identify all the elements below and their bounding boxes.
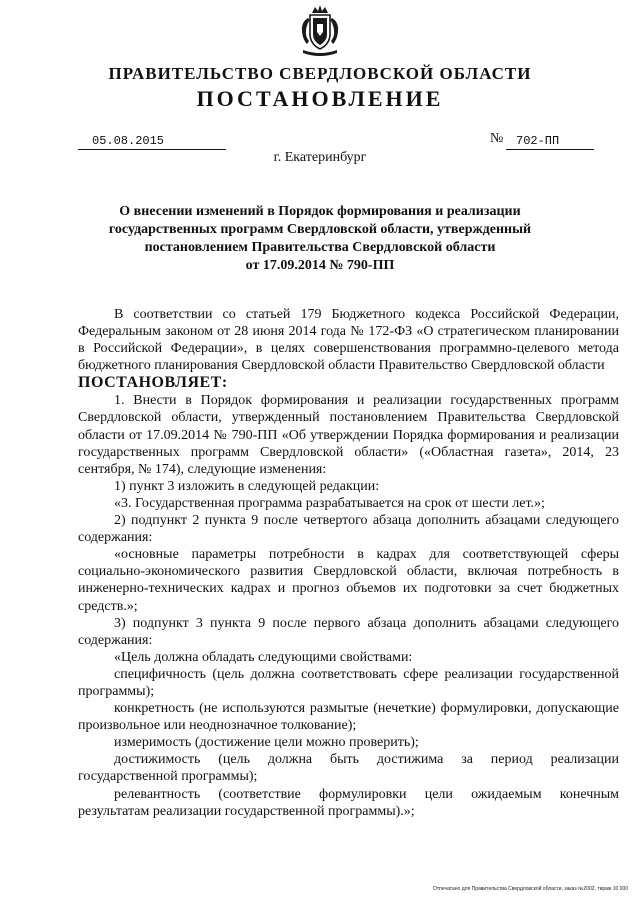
body-paragraph: конкретность (не используются размытые (нечеткие) формулировки, допускающие произвольное или неоднозначное толкование); <box>78 701 619 734</box>
coat-of-arms-emblem <box>297 4 343 58</box>
body-paragraph: 1. Внести в Порядок формирования и реализации государственных программ Свердловской области, утвержденный постановлением Правительства Свердловской области от 17.09.2014 № 790-ПП «Об утверждении Порядка формирования и реализации государственных программ Свердловской области» («Областная газета», 2014, 23 сентября, № 174), следующие изменения: <box>78 393 619 477</box>
document-type: ПОСТАНОВЛЕНИЕ <box>196 86 444 111</box>
print-footer-note: Отпечатано для Правительства Свердловской области, заказ №2002, тираж 10 000 <box>432 886 628 892</box>
body-paragraph: 2) подпункт 2 пункта 9 после четвертого абзаца дополнить абзацами следующего содержания: <box>78 513 619 546</box>
body-paragraph: достижимость (цель должна быть достижима за период реализации государственной программы); <box>78 752 619 785</box>
body-paragraph: измеримость (достижение цели можно проверить); <box>114 735 419 751</box>
subject-line: государственных программ Свердловской области, утвержденный <box>108 222 532 237</box>
resolves-heading: ПОСТАНОВЛЯЕТ: <box>78 374 228 392</box>
number-label: № <box>490 131 504 146</box>
preamble-paragraph: В соответствии со статьей 179 Бюджетного кодекса Российской Федерации, Федеральным законом от 28 июня 2014 года № 172-ФЗ «О стратегическом планировании в Российской Федерации», в целях совершенствования программно-целевого метода бюджетного планирования Свердловской области Правительство Свердловской области <box>78 307 619 374</box>
body-paragraph: «Цель должна обладать следующими свойствами: <box>114 649 413 665</box>
body-paragraph: «основные параметры потребности в кадрах для соответствующей сферы социально-экономического развития Свердловской области, включая потребность в инженерно-технических кадрах и прогноз объемов их подготовки за счет бюджетных средств.»; <box>78 547 619 614</box>
government-title: ПРАВИТЕЛЬСТВО СВЕРДЛОВСКОЙ ОБЛАСТИ <box>108 64 532 83</box>
document-subject <box>60 203 580 275</box>
subject-line: постановлением Правительства Свердловской области <box>144 240 496 255</box>
document-number: 702-ПП <box>506 134 594 150</box>
body-paragraph: 1) пункт 3 изложить в следующей редакции: <box>114 478 380 494</box>
body-paragraph: релевантность (соответствие формулировки цели ожидаемым конечным результатам реализации государственной программы).»; <box>78 786 619 819</box>
body-paragraph: 3) подпункт 3 пункта 9 после первого абзаца дополнить абзацами следующего содержания: <box>78 615 619 648</box>
subject-line: от 17.09.2014 № 790-ПП <box>245 258 395 273</box>
body-paragraph: «3. Государственная программа разрабатывается на срок от шести лет.»; <box>114 495 545 511</box>
body-paragraph: специфичность (цель должна соответствовать сфере реализации государственной программы); <box>78 666 619 699</box>
document-date: 05.08.2015 <box>78 134 226 150</box>
subject-line: О внесении изменений в Порядок формирования и реализации <box>119 204 521 219</box>
document-body <box>78 306 619 820</box>
city-line: г. Екатеринбург <box>273 150 367 165</box>
